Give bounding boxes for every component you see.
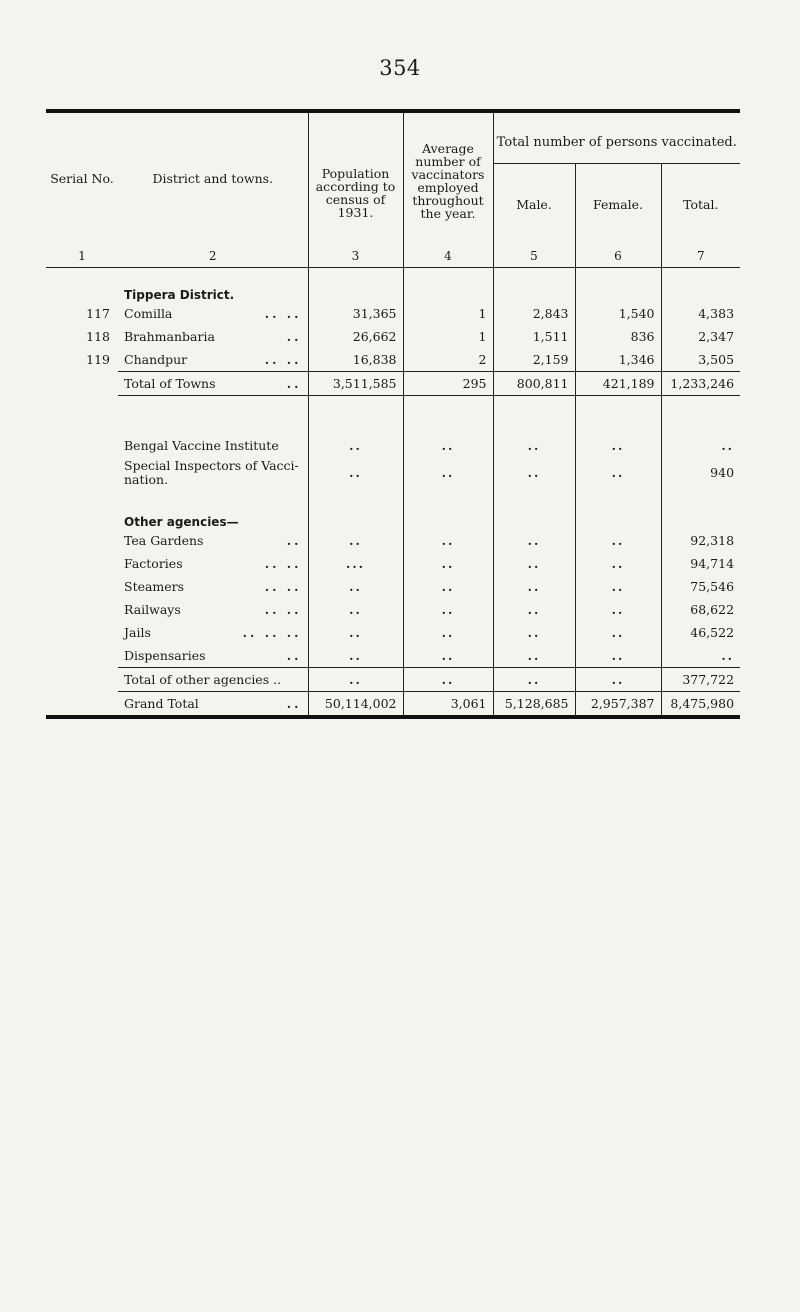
table-row: Tea Gardens .. .. .. .. .. 92,318 xyxy=(46,529,740,552)
row-name: Jails xyxy=(124,624,151,640)
header-total: Total. xyxy=(661,163,740,245)
col-number-4: 4 xyxy=(403,245,493,268)
row-name: Steamers xyxy=(124,578,185,594)
row-name: Railways xyxy=(124,601,181,617)
table-row: 117 Comilla .. .. 31,365 1 2,843 1,540 4,383 xyxy=(46,302,740,325)
row-name: Brahmanbaria xyxy=(124,328,215,344)
total-of-towns-row: Total of Towns .. 3,511,585 295 800,811 421,189 1,233,246 xyxy=(46,371,740,395)
row-name: Chandpur xyxy=(124,351,188,367)
vaccination-table xyxy=(46,109,740,719)
header-district: District and towns. xyxy=(152,171,274,187)
col-number-2: 2 xyxy=(118,245,308,268)
special-inspectors-row: Special Inspectors of Vacci- nation. .. .. .. .. 940 xyxy=(46,453,740,493)
col-number-1: 1 xyxy=(46,245,118,268)
header-serial-no: Serial No. xyxy=(50,171,114,187)
bengal-vaccine-institute-row: Bengal Vaccine Institute .. .. .. .. .. xyxy=(46,419,740,453)
table-row: 118 Brahmanbaria .. 26,662 1 1,511 836 2,347 xyxy=(46,325,740,348)
col-number-5: 5 xyxy=(493,245,575,268)
grand-total-row: Grand Total .. 50,114,002 3,061 5,128,685 2,957,387 8,475,980 xyxy=(46,691,740,717)
col-number-6: 6 xyxy=(575,245,661,268)
row-name: Dispensaries xyxy=(124,647,206,663)
table-row: Dispensaries .. .. .. .. .. .. xyxy=(46,644,740,668)
col-number-7: 7 xyxy=(661,245,740,268)
table-row: Railways .. .. .. .. .. .. 68,622 xyxy=(46,598,740,621)
row-name: Tea Gardens xyxy=(124,532,204,548)
col-number-3: 3 xyxy=(308,245,403,268)
table-row: Jails .. .. .. .. .. .. .. 46,522 xyxy=(46,621,740,644)
table-row: Steamers .. .. .. .. .. .. 75,546 xyxy=(46,575,740,598)
header-vaccinators: Average number of vaccinators employed throughout the year. xyxy=(403,111,493,245)
row-name: Factories xyxy=(124,555,183,571)
header-female: Female. xyxy=(575,163,661,245)
header-population: Population according to census of 1931. xyxy=(308,111,403,245)
row-name: Comilla xyxy=(124,305,173,321)
section-title-tippera: Tippera District. xyxy=(124,287,235,302)
page-number: 354 xyxy=(379,56,421,80)
total-other-agencies-row: Total of other agencies .. .. .. .. .. 377,722 xyxy=(46,667,740,691)
header-male: Male. xyxy=(493,163,575,245)
header-total-group: Total number of persons vaccinated. xyxy=(493,111,740,163)
table-row: 119 Chandpur .. .. 16,838 2 2,159 1,346 3,505 xyxy=(46,348,740,372)
section-title-other-agencies: Other agencies— xyxy=(124,514,239,529)
table-row: Factories .. .. ... .. .. .. 94,714 xyxy=(46,552,740,575)
